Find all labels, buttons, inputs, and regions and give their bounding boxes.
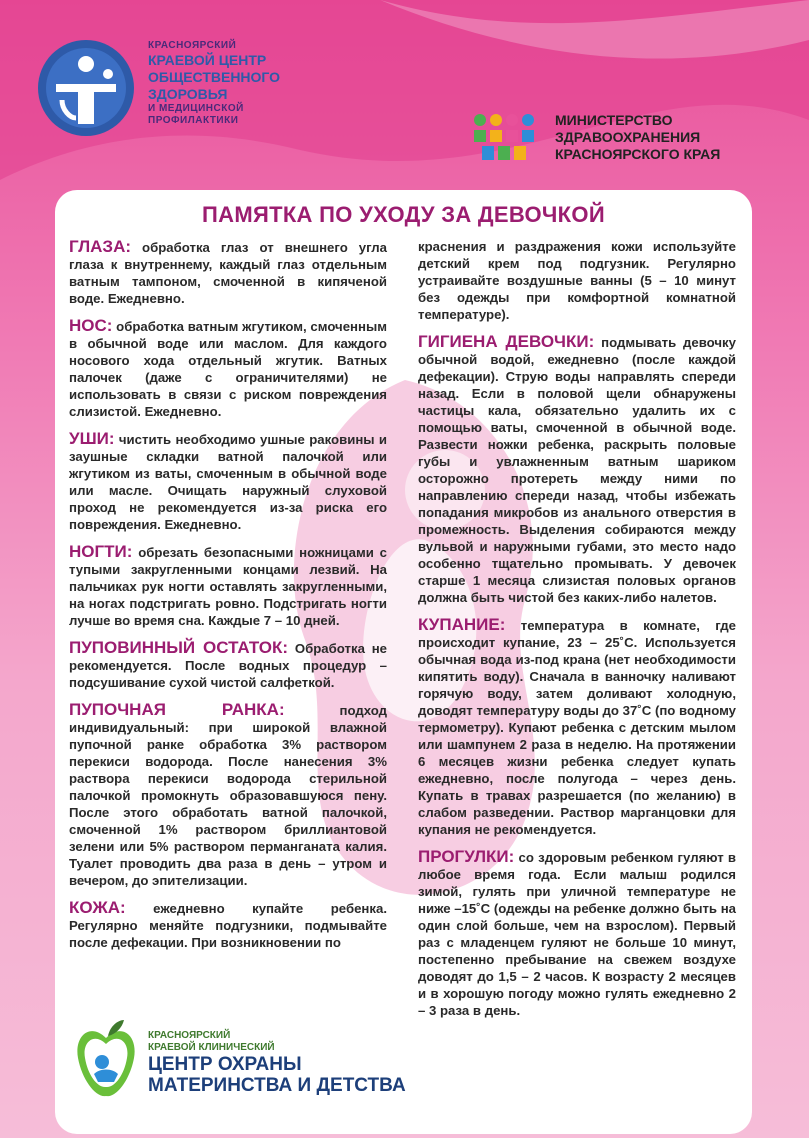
section-wound-text: подход индивидуальный: при широкой влажной пупочной ранке обработка 3% раствором перекиси водорода. После нанесения 3% раствора перекиси водорода стерильной палочкой промокнуть образовавшуюся пену. После этого обработать ватной палочкой, смоченной 1% раствором бриллиантовой зелени или 5% раствором перманганата калия. Туалет проводить два раза в день – утром и вечером, до эпителизации.	[69, 703, 387, 888]
section-bath-text: температура в комнате, где происходит купание, 23 – 25˚C. Используется обычная вода из-под крана (нет необходимости кипятить воду). Сначала в ванночку наливают горячую воду, затем доливают холодную, доводят температуру воды до 37˚C (по водному термометру). Купают ребенка с детским мылом или шампунем 2 раза в неделю. На протяжении 6 месяцев жизни ребенка следует купать ежедневно, после полугода – через день. Купать в травах разрешается (по желанию) в слабом разведении. Раствор марганцовки для купания не рекомендуется.	[418, 618, 736, 837]
section-eyes	[69, 238, 387, 307]
footer-line1: КРАСНОЯРСКИЙ	[148, 1030, 231, 1041]
content-panel	[55, 190, 752, 1134]
public-health-center-logo	[36, 38, 136, 138]
org-right-line3: КРАСНОЯРСКОГО КРАЯ	[555, 146, 721, 162]
section-nails	[69, 543, 387, 629]
org-right-line2: ЗДРАВООХРАНЕНИЯ	[555, 129, 701, 145]
section-nose-head: НОС:	[69, 316, 113, 335]
section-wound	[69, 701, 387, 889]
section-skin-cont-text: краснения и раздражения кожи используйте детский крем под подгузник. Регулярно устраивайте воздушные ванны (5 – 10 минут без одежды при комфортной комнатной температуре).	[418, 239, 736, 322]
section-ears	[69, 430, 387, 533]
page-title: ПАМЯТКА ПО УХОДУ ЗА ДЕВОЧКОЙ	[202, 202, 605, 227]
maternity-center-logo	[72, 1018, 140, 1102]
footer-line3: ЦЕНТР ОХРАНЫ	[148, 1054, 302, 1075]
footer-org-name	[148, 1030, 406, 1096]
org-left-name	[148, 40, 280, 127]
org-right-line1: МИНИСТЕРСТВО	[555, 112, 673, 128]
section-eyes-text: обработка глаз от внешнего угла глаза к внутреннему, каждый глаз отдельным ватным тампоном, смоченной в кипяченой воде. Ежедневно.	[69, 240, 387, 306]
section-ears-head: УШИ:	[69, 429, 115, 448]
left-column	[69, 238, 387, 961]
section-ears-text: чистить необходимо ушные раковины и заушные складки ватной палочкой или жгутиком из ваты, смоченным в обычной воде или масле. Очищать наружный слуховой проход не рекомендуется из-за риска его повреждения. Ежедневно.	[69, 432, 387, 532]
footer-line2: КРАЕВОЙ КЛИНИЧЕСКИЙ	[148, 1042, 275, 1053]
ministry-logo	[472, 112, 544, 164]
section-hygiene-head: ГИГИЕНА ДЕВОЧКИ:	[418, 332, 595, 351]
section-eyes-head: ГЛАЗА:	[69, 237, 132, 256]
section-skin	[69, 899, 387, 951]
org-left-line4: ЗДОРОВЬЯ	[148, 86, 228, 102]
section-walks-head: ПРОГУЛКИ:	[418, 847, 515, 866]
section-skin-head: КОЖА:	[69, 898, 126, 917]
section-skin-text: ежедневно купайте ребенка. Регулярно меняйте подгузники, подмывайте после дефекации. При возникновении по	[69, 901, 387, 950]
section-hygiene-text: подмывать девочку обычной водой, ежедневно (после каждой дефекации). Струю воды направлять спереди назад. Если в половой щели обнаружены частицы кала, обязательно удалить их с помощью ваты, смоченной в обычной воде. Развести ножки ребенка, раскрыть половые губы и увлажненным ватным шариком осторожно протереть между ними по направлению спереди назад, чтобы избежать попадания микробов из анального отверстия в промежность. Выделения собираются между вульвой и наружными губами, это место надо особенно тщательно промывать. У девочек старше 1 месяца слизистая половых органов должна быть чистой без каких-либо налетов.	[418, 335, 736, 605]
org-left-line6: ПРОФИЛАКТИКИ	[148, 115, 239, 126]
section-wound-head: ПУПОЧНАЯ РАНКА:	[69, 700, 285, 719]
section-nose	[69, 317, 387, 420]
section-hygiene	[418, 333, 736, 606]
section-walks	[418, 848, 736, 1019]
right-column	[418, 238, 736, 1029]
section-skin-continued	[418, 238, 736, 323]
section-cord-text: Обработка не рекомендуется. После водных процедур – подсушивание сухой чистой салфеткой.	[69, 641, 387, 690]
section-nails-text: обрезать безопасными ножницами с тупыми закругленными концами лезвий. На пальчиках рук ногти оставлять закругленными, на ногах подстригать ровно. Подстригать ногти лучше во время сна. Каждые 7 – 10 дней.	[69, 545, 387, 628]
section-cord-head: ПУПОВИННЫЙ ОСТАТОК:	[69, 638, 289, 657]
org-left-line3: ОБЩЕСТВЕННОГО	[148, 69, 281, 85]
footer-line4: МАТЕРИНСТВА И ДЕТСТВА	[148, 1075, 406, 1096]
org-left-line1: КРАСНОЯРСКИЙ	[148, 40, 237, 51]
org-left-line5: И МЕДИЦИНСКОЙ	[148, 103, 244, 114]
section-nails-head: НОГТИ:	[69, 542, 133, 561]
org-right-name	[555, 112, 720, 163]
section-cord	[69, 639, 387, 691]
section-bath	[418, 616, 736, 838]
org-left-line2: КРАЕВОЙ ЦЕНТР	[148, 52, 267, 68]
section-bath-head: КУПАНИЕ:	[418, 615, 506, 634]
section-nose-text: обработка ватным жгутиком, смоченным в обычной воде или маслом. Для каждого носового хода отдельный жгутик. Ватных палочек (даже с ограничителями) не использовать в связи с риском повреждения слизистой. Ежедневно.	[69, 319, 387, 419]
section-walks-text: со здоровым ребенком гуляют в любое время года. Если малыш родился зимой, гулять при уличной температуре не ниже –15˚C (одежды на ребенке должно быть на один слой больше, чем на взрослом). Первый раз с младенцем гуляют не больше 10 минут, постепенно пребывание на свежем воздухе доводят до 1,5 – 2 часов. К возрасту 2 месяцев и в хорошую погоду можно гулять ежедневно 2 – 3 раза в день.	[418, 850, 736, 1018]
